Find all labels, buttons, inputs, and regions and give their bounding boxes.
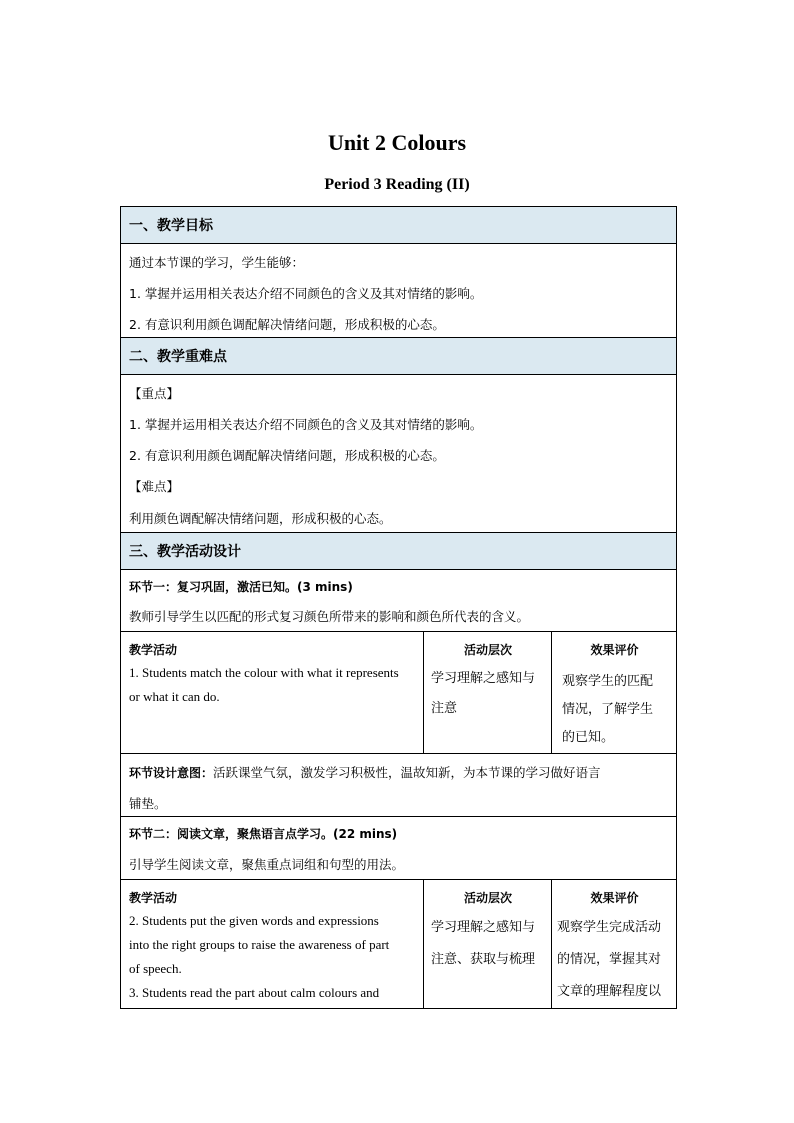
evaluation-line: 文章的理解程度以	[557, 984, 662, 999]
evaluation-line: 观察学生完成活动	[557, 920, 662, 935]
section-header-label: 三、教学活动设计	[129, 544, 241, 560]
objective-item: 2. 有意识利用颜色调配解决情绪问题，形成积极的心态。	[129, 317, 445, 332]
difficult-label: 【难点】	[129, 479, 180, 494]
activity-line: 1. Students match the colour with what it represents	[129, 665, 399, 680]
evaluation-line: 情况，了解学生	[562, 702, 654, 717]
evaluation-line: 的情况，掌握其对	[557, 952, 662, 967]
stage2-activity-row	[120, 879, 677, 1009]
objectives-intro: 通过本节课的学习，学生能够：	[129, 255, 305, 270]
design-intent-text: 活跃课堂气氛，激发学习积极性，温故知新，为本节课的学习做好语言	[213, 765, 601, 780]
objectives-body	[120, 243, 677, 338]
evaluation-line: 的已知。	[562, 730, 615, 745]
section-header-key-points	[120, 337, 677, 375]
section-header-activities	[120, 532, 677, 570]
level-line: 注意、获取与梳理	[431, 952, 536, 967]
objective-item: 1. 掌握并运用相关表达介绍不同颜色的含义及其对情绪的影响。	[129, 286, 483, 301]
section-header-label: 二、教学重难点	[129, 349, 227, 365]
activity-line: of speech.	[129, 961, 182, 976]
activity-line: into the right groups to raise the awareness of part	[129, 937, 390, 952]
evaluation-cell	[551, 880, 677, 1008]
evaluation-line: 观察学生的匹配	[562, 674, 654, 689]
level-line: 学习理解之感知与	[431, 671, 536, 686]
section-header-objectives	[120, 206, 677, 244]
design-intent-label: 环节设计意图：	[129, 766, 214, 780]
activity-line: or what it can do.	[129, 689, 220, 704]
level-cell	[423, 880, 552, 1008]
evaluation-column-header: 效果评价	[590, 891, 639, 905]
stage1-activity-row	[120, 631, 677, 754]
stage2-desc: 引导学生阅读文章，聚焦重点词组和句型的用法。	[129, 857, 405, 872]
stage1-design-intent	[120, 753, 677, 817]
level-column-header: 活动层次	[463, 891, 512, 905]
stage1-desc: 教师引导学生以匹配的形式复习颜色所带来的影响和颜色所代表的含义。	[129, 609, 530, 624]
design-intent-line	[129, 763, 601, 781]
stage1-title: 环节一：复习巩固，激活已知。(3 mins)	[129, 580, 353, 594]
document-title: Unit 2 Colours	[327, 130, 467, 155]
stage2-intro	[120, 816, 677, 880]
key-item: 2. 有意识利用颜色调配解决情绪问题，形成积极的心态。	[129, 448, 445, 463]
activity-line: 3. Students read the part about calm colours and	[129, 985, 380, 1000]
level-cell	[423, 632, 552, 753]
stage1-intro	[120, 569, 677, 632]
document-subtitle: Period 3 Reading (II)	[324, 176, 470, 193]
section-header-label: 一、教学目标	[129, 218, 213, 234]
key-item: 1. 掌握并运用相关表达介绍不同颜色的含义及其对情绪的影响。	[129, 417, 483, 432]
stage2-title: 环节二：阅读文章，聚焦语言点学习。(22 mins)	[129, 827, 398, 841]
level-column-header: 活动层次	[463, 643, 512, 657]
difficult-text: 利用颜色调配解决情绪问题，形成积极的心态。	[129, 511, 392, 526]
key-points-body	[120, 374, 677, 533]
evaluation-column-header: 效果评价	[590, 643, 639, 657]
activity-line: 2. Students put the given words and expressions	[129, 913, 379, 928]
activity-column-header: 教学活动	[129, 891, 178, 905]
level-line: 注意	[431, 701, 458, 716]
design-intent-continuation: 铺垫。	[129, 796, 167, 811]
activity-column-header: 教学活动	[129, 643, 178, 657]
level-line: 学习理解之感知与	[431, 920, 536, 935]
key-label: 【重点】	[129, 386, 180, 401]
evaluation-cell	[551, 632, 677, 753]
